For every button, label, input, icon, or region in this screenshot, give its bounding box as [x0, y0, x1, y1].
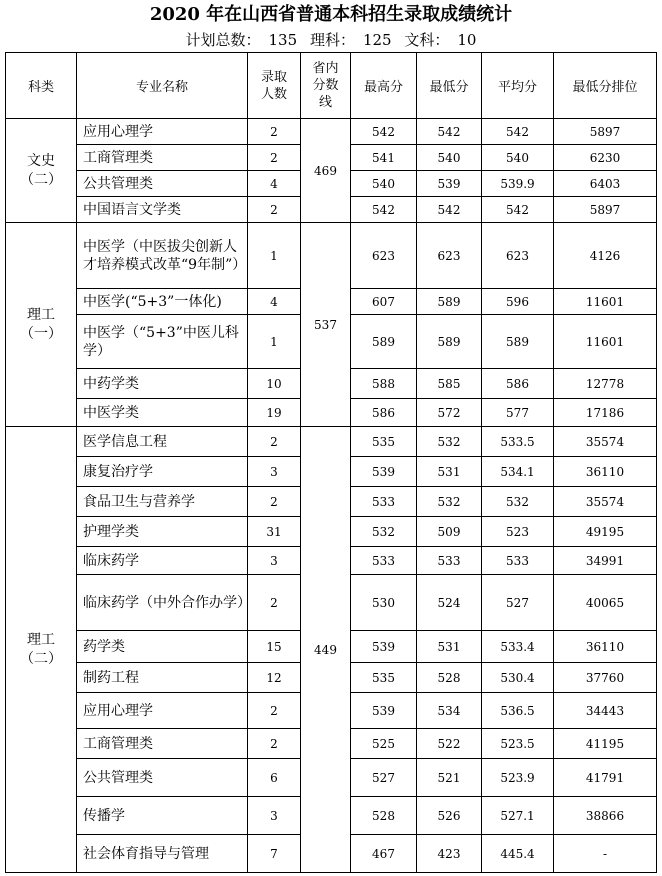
min-rank: 37760 [554, 663, 657, 693]
max-score: 541 [351, 145, 417, 171]
summary-line [0, 30, 662, 50]
category-cell [6, 223, 77, 427]
avg-score: 623 [482, 223, 554, 289]
min-rank: 11601 [554, 315, 657, 369]
min-score: 585 [417, 369, 482, 399]
admitted-count: 7 [248, 835, 301, 873]
max-score: 539 [351, 693, 417, 729]
header-line-1: 省内 [312, 61, 339, 76]
major-name: 中医学（“5+3”中医儿科学） [77, 315, 248, 369]
avg-score: 523.5 [482, 729, 554, 759]
min-rank: 6230 [554, 145, 657, 171]
avg-score: 542 [482, 119, 554, 145]
admitted-count: 2 [248, 119, 301, 145]
avg-score: 523 [482, 517, 554, 547]
major-name: 食品卫生与营养学 [77, 487, 248, 517]
major-name: 应用心理学 [77, 693, 248, 729]
admitted-count: 1 [248, 223, 301, 289]
major-name: 中医学（中医拔尖创新人才培养模式改革“9年制”） [77, 223, 248, 289]
header-line [301, 53, 351, 119]
avg-score: 523.9 [482, 759, 554, 797]
max-score: 586 [351, 399, 417, 427]
major-name: 公共管理类 [77, 171, 248, 197]
major-name: 康复治疗学 [77, 457, 248, 487]
major-name: 公共管理类 [77, 759, 248, 797]
major-name: 中药学类 [77, 369, 248, 399]
major-name: 护理学类 [77, 517, 248, 547]
avg-score: 527.1 [482, 797, 554, 835]
max-score: 589 [351, 315, 417, 369]
min-rank: 36110 [554, 631, 657, 663]
province-line: 469 [301, 119, 351, 223]
max-score: 535 [351, 427, 417, 457]
sci-label: 理科： [309, 31, 355, 49]
admitted-count: 2 [248, 729, 301, 759]
max-score: 533 [351, 547, 417, 575]
min-score: 539 [417, 171, 482, 197]
min-score: 623 [417, 223, 482, 289]
min-score: 524 [417, 575, 482, 631]
avg-score: 534.1 [482, 457, 554, 487]
min-score: 532 [417, 487, 482, 517]
max-score: 623 [351, 223, 417, 289]
min-rank: 6403 [554, 171, 657, 197]
category-level: （一） [20, 325, 62, 342]
admission-table [5, 52, 657, 873]
header-row [6, 53, 657, 119]
admitted-count: 1 [248, 315, 301, 369]
header-avg: 平均分 [482, 53, 554, 119]
admitted-count: 4 [248, 171, 301, 197]
avg-score: 532 [482, 487, 554, 517]
major-name: 中医学类 [77, 399, 248, 427]
admitted-count: 2 [248, 197, 301, 223]
max-score: 527 [351, 759, 417, 797]
header-category: 科类 [6, 53, 77, 119]
header-admitted-1: 录取 [260, 69, 287, 85]
table-row [6, 427, 657, 457]
header-admitted [248, 53, 301, 119]
min-rank: 41195 [554, 729, 657, 759]
table-row [6, 223, 657, 289]
max-score: 467 [351, 835, 417, 873]
min-rank: 34443 [554, 693, 657, 729]
category-cell [6, 427, 77, 873]
page-title: 2020 年在山西省普通本科招生录取成绩统计 [149, 4, 513, 25]
max-score: 530 [351, 575, 417, 631]
admitted-count: 19 [248, 399, 301, 427]
max-score: 539 [351, 457, 417, 487]
major-name: 制药工程 [77, 663, 248, 693]
max-score: 533 [351, 487, 417, 517]
admitted-count: 12 [248, 663, 301, 693]
min-rank: 36110 [554, 457, 657, 487]
admitted-count: 2 [248, 575, 301, 631]
header-max: 最高分 [351, 53, 417, 119]
major-name: 工商管理类 [77, 145, 248, 171]
header-admitted-2: 人数 [260, 86, 287, 102]
avg-score: 527 [482, 575, 554, 631]
major-name: 工商管理类 [77, 729, 248, 759]
province-line: 537 [301, 223, 351, 427]
admitted-count: 31 [248, 517, 301, 547]
min-score: 532 [417, 427, 482, 457]
major-name: 中医学(“5+3”一体化) [77, 289, 248, 315]
max-score: 540 [351, 171, 417, 197]
admitted-count: 4 [248, 289, 301, 315]
min-rank: 40065 [554, 575, 657, 631]
major-name: 临床药学 [77, 547, 248, 575]
max-score: 542 [351, 119, 417, 145]
admitted-count: 15 [248, 631, 301, 663]
avg-score: 445.4 [482, 835, 554, 873]
min-score: 542 [417, 119, 482, 145]
avg-score: 586 [482, 369, 554, 399]
admitted-count: 2 [248, 145, 301, 171]
max-score: 539 [351, 631, 417, 663]
min-score: 540 [417, 145, 482, 171]
min-score: 533 [417, 547, 482, 575]
header-rank: 最低分排位 [554, 53, 657, 119]
header-line-2: 分数 [312, 78, 339, 93]
min-rank: 11601 [554, 289, 657, 315]
max-score: 542 [351, 197, 417, 223]
min-score: 531 [417, 457, 482, 487]
table-row [6, 119, 657, 145]
min-score: 522 [417, 729, 482, 759]
max-score: 528 [351, 797, 417, 835]
arts-value: 10 [457, 31, 477, 49]
major-name: 传播学 [77, 797, 248, 835]
min-rank: 12778 [554, 369, 657, 399]
min-score: 509 [417, 517, 482, 547]
avg-score: 589 [482, 315, 554, 369]
max-score: 525 [351, 729, 417, 759]
min-score: 531 [417, 631, 482, 663]
min-score: 528 [417, 663, 482, 693]
max-score: 588 [351, 369, 417, 399]
min-score: 589 [417, 289, 482, 315]
category-level: （二） [20, 171, 62, 188]
category-cell [6, 119, 77, 223]
sci-value: 125 [362, 31, 392, 49]
avg-score: 530.4 [482, 663, 554, 693]
min-rank: 35574 [554, 487, 657, 517]
min-rank: 38866 [554, 797, 657, 835]
avg-score: 540 [482, 145, 554, 171]
category-name: 理工 [27, 631, 55, 648]
category-level: （二） [20, 650, 62, 667]
major-name: 医学信息工程 [77, 427, 248, 457]
major-name: 应用心理学 [77, 119, 248, 145]
arts-label: 文科： [404, 31, 450, 49]
min-rank: - [554, 835, 657, 873]
major-name: 社会体育指导与管理 [77, 835, 248, 873]
major-name: 中国语言文学类 [77, 197, 248, 223]
category-name: 理工 [27, 306, 55, 323]
min-score: 423 [417, 835, 482, 873]
admitted-count: 10 [248, 369, 301, 399]
max-score: 535 [351, 663, 417, 693]
major-name: 临床药学（中外合作办学） [77, 575, 248, 631]
min-rank: 5897 [554, 119, 657, 145]
min-rank: 41791 [554, 759, 657, 797]
min-score: 521 [417, 759, 482, 797]
avg-score: 533.4 [482, 631, 554, 663]
max-score: 532 [351, 517, 417, 547]
min-score: 589 [417, 315, 482, 369]
category-name: 文史 [27, 152, 55, 169]
min-rank: 34991 [554, 547, 657, 575]
avg-score: 536.5 [482, 693, 554, 729]
min-rank: 35574 [554, 427, 657, 457]
avg-score: 533.5 [482, 427, 554, 457]
max-score: 607 [351, 289, 417, 315]
admitted-count: 3 [248, 547, 301, 575]
total-value: 135 [268, 31, 298, 49]
major-name: 药学类 [77, 631, 248, 663]
admitted-count: 3 [248, 457, 301, 487]
min-score: 526 [417, 797, 482, 835]
admitted-count: 2 [248, 693, 301, 729]
min-score: 572 [417, 399, 482, 427]
admitted-count: 2 [248, 427, 301, 457]
min-rank: 49195 [554, 517, 657, 547]
admitted-count: 3 [248, 797, 301, 835]
header-line-3: 线 [318, 95, 332, 110]
avg-score: 542 [482, 197, 554, 223]
min-rank: 17186 [554, 399, 657, 427]
avg-score: 577 [482, 399, 554, 427]
min-rank: 4126 [554, 223, 657, 289]
header-min: 最低分 [417, 53, 482, 119]
avg-score: 539.9 [482, 171, 554, 197]
admitted-count: 2 [248, 487, 301, 517]
min-score: 534 [417, 693, 482, 729]
province-line: 449 [301, 427, 351, 873]
min-score: 542 [417, 197, 482, 223]
admitted-count: 6 [248, 759, 301, 797]
avg-score: 533 [482, 547, 554, 575]
avg-score: 596 [482, 289, 554, 315]
header-major: 专业名称 [77, 53, 248, 119]
total-label: 计划总数： [185, 31, 261, 49]
min-rank: 5897 [554, 197, 657, 223]
